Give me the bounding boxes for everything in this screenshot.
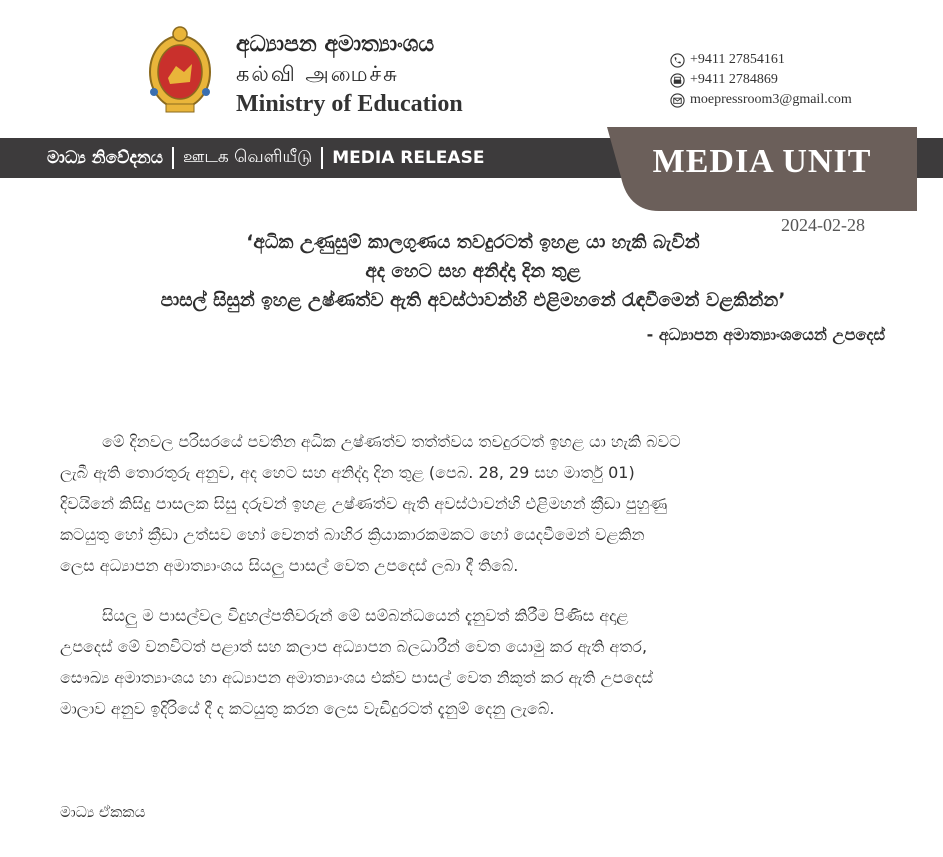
email-address: moepressroom3@gmail.com bbox=[690, 92, 852, 107]
release-date: 2024-02-28 bbox=[781, 215, 865, 235]
ministry-name-block bbox=[236, 30, 463, 119]
ministry-name-tamil: கல்வி அமைச்சு bbox=[236, 62, 399, 86]
paragraph-line: ලෙස අධ්‍යාපන අමාත්‍යාංශය සියලු පාසල් වෙත උපදෙස් ලබා දී තිබේ. bbox=[60, 556, 519, 575]
headline bbox=[40, 228, 906, 315]
fax-contact bbox=[670, 70, 852, 90]
headline-line: ‘අධික උණුසුම් කාලගුණය තවදුරටත් ඉහළ යා හැකි බැවින් bbox=[246, 232, 700, 253]
email-icon bbox=[670, 93, 685, 108]
fax-number: +9411 2784869 bbox=[690, 72, 778, 87]
media-release-label-sinhala: මාධ්‍ය නිවේදනය bbox=[47, 148, 163, 168]
phone-number: +9411 27854161 bbox=[690, 52, 785, 67]
paragraph-line: කටයුතු හෝ ක්‍රීඩා උත්සව හෝ වෙනත් බාහිර ක්‍රියාකාරකමකට හෝ යෙදවීමෙන් වළකින bbox=[60, 525, 645, 544]
body-paragraph-1 bbox=[60, 426, 884, 581]
headline-line: අද හෙට සහ අනිද්දා දින තුළ bbox=[365, 261, 581, 282]
body-paragraph-2 bbox=[60, 600, 884, 724]
headline-attribution: - අධ්‍යාපන අමාත්‍යාංශයෙන් උපදෙස් bbox=[646, 325, 885, 344]
phone-icon bbox=[670, 53, 685, 68]
email-contact bbox=[670, 90, 852, 110]
media-release-label-tamil: ஊடக வெளியீடு bbox=[182, 147, 313, 167]
media-unit-title: MEDIA UNIT bbox=[652, 143, 872, 180]
ministry-name-english: Ministry of Education bbox=[236, 91, 463, 117]
label-divider bbox=[172, 147, 174, 169]
fax-icon bbox=[670, 73, 685, 88]
signature: මාධ්‍ය ඒකකය bbox=[60, 803, 146, 821]
label-divider bbox=[321, 147, 323, 169]
paragraph-line: මේ දිනවල පරිසරයේ පවතින අධික උෂ්ණත්ව තත්ත්වය තවදුරටත් ඉහළ යා හැකි බවට bbox=[102, 432, 681, 451]
paragraph-line: සෞඛ්‍ය අමාත්‍යාංශය හා අධ්‍යාපන අමාත්‍යාංශය එක්ව පාසල් වෙත නිකුත් කර ඇති උපදෙස් bbox=[60, 668, 653, 687]
phone-contact bbox=[670, 50, 852, 70]
paragraph-line: උපදෙස් මේ වනවිටත් පළාත් සහ කලාප අධ්‍යාපන බලධාරීන් වෙත යොමු කර ඇති අතර, bbox=[60, 637, 648, 656]
media-release-labels bbox=[0, 138, 484, 178]
ministry-name-sinhala: අධ්‍යාපන අමාත්‍යාංශය bbox=[236, 32, 435, 57]
contact-details bbox=[670, 50, 852, 110]
paragraph-line: ලැබී ඇති තොරතුරු අනුව, අද හෙට සහ අනිද්දා දින තුළ (පෙබ. 28, 29 සහ මාර්තු 01) bbox=[60, 463, 635, 482]
media-release-label-english: MEDIA RELEASE bbox=[332, 148, 485, 168]
paragraph-line: දිවයිනේ කිසිදු පාසලක සිසු දරුවන් ඉහළ උෂ්ණත්ව ඇති අවස්ථාවන්හි එළිමහන් ක්‍රීඩා පුහුණු bbox=[60, 494, 668, 513]
sri-lanka-emblem-logo bbox=[146, 22, 214, 118]
paragraph-line: සියලු ම පාසල්වල විදුහල්පතිවරුන් මේ සම්බන්ධයෙන් දැනුවත් කිරීම පිණිස අදාළ bbox=[102, 606, 629, 625]
headline-line: පාසල් සිසුන් ඉහළ උෂ්ණත්ව ඇති අවස්ථාවන්හි එළිමහනේ රැඳවීමෙන් වළකින්න’ bbox=[160, 290, 786, 311]
paragraph-line: මාලාව අනුව ඉදිරියේ දී ද කටයුතු කරන ලෙස වැඩිදුරටත් දැනුම් දෙනු ලැබේ. bbox=[60, 699, 555, 718]
